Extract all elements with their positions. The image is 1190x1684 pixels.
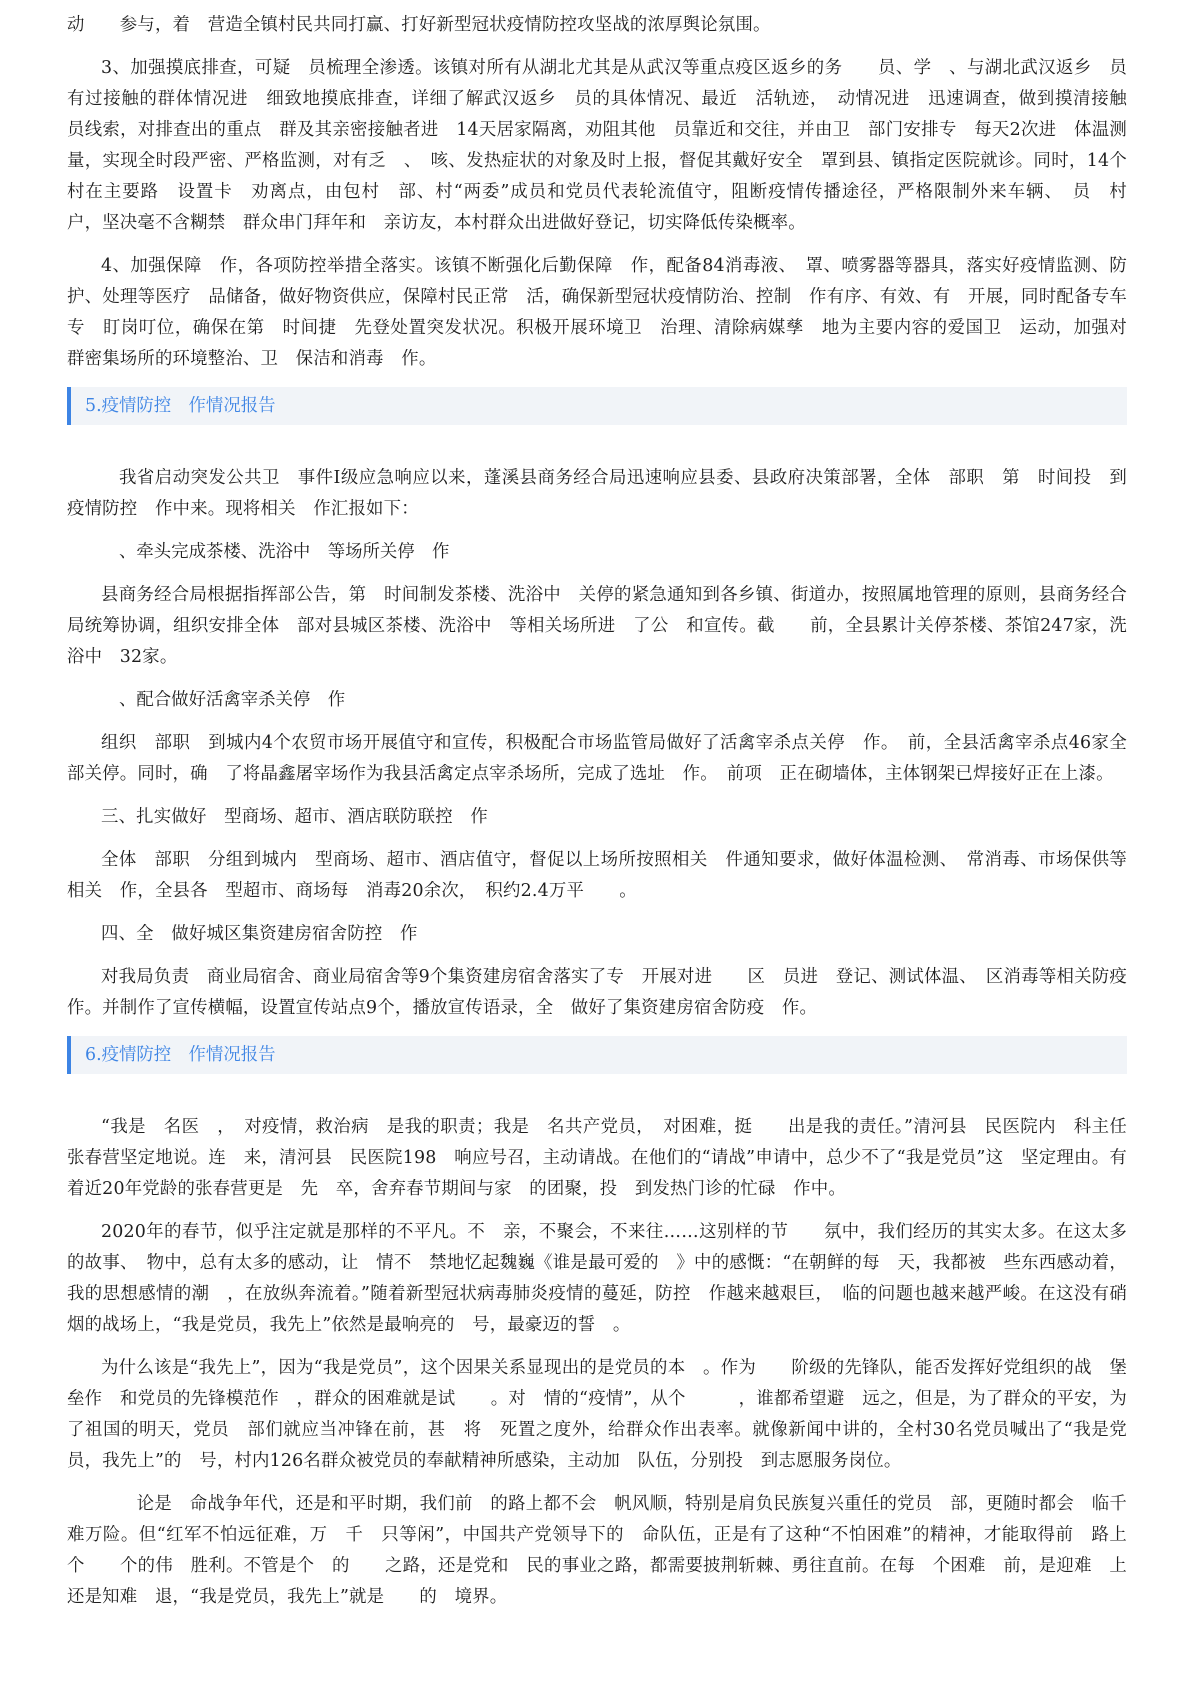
- section-6-paragraph-1: “我是 名医 ， 对疫情，救治病 是我的职责；我是 名共产党员， 对困难，挺 出是我的责任。”清河县 民医院内 科主任张春营坚定地说。连 来，清河县 民医院198 响应号召，主动请战。在他们的“请战”申请中，总少不了“我是党员”这 坚定理由。有着近20年党龄的张春营更是 先 卒，舍弃春节期间与家 的团聚，投 到发热门诊的忙碌 作中。: [67, 1117, 1127, 1199]
- document-page: [67, 10, 1145, 1625]
- section-5-heading-2: 、配合做好活禽宰杀关停 作: [119, 690, 346, 710]
- section-5-paragraph-3: 全体 部职 分组到城内 型商场、超市、酒店值守，督促以上场所按照相关 件通知要求，做好体温检测、 常消毒、市场保供等相关 作，全县各 型超市、商场每 消毒20余次， 积约2.4万平 。: [67, 850, 1127, 901]
- section-6: [67, 1036, 1145, 1613]
- section-5-title: 5.疫情防控 作情况报告: [67, 387, 1127, 425]
- section-5-paragraph-4: 对我局负责 商业局宿舍、商业局宿舍等9个集资建房宿舍落实了专 开展对进 区 员进 登记、测试体温、 区消毒等相关防疫 作。并制作了宣传横幅，设置宣传站点9个，播放宣传语录，全 做好了集资建房宿舍防疫 作。: [67, 967, 1145, 1018]
- section-5-intro: 我省启动突发公共卫 事件Ⅰ级应急响应以来，蓬溪县商务经合局迅速响应县委、县政府决策部署，全体 部职 第 时间投 到疫情防控 作中来。现将相关 作汇报如下：: [67, 468, 1127, 519]
- section-5-paragraph-2: 组织 部职 到城内4个农贸市场开展值守和宣传，积极配合市场监管局做好了活禽宰杀点关停 作。 前，全县活禽宰杀点46家全部关停。同时，确 了将晶鑫屠宰场作为我县活禽定点宰杀场所，完成了选址 作。 前项 正在砌墙体，主体钢架已焊接好正在上漆。: [67, 733, 1127, 784]
- section-5-heading-4: 四、全 做好城区集资建房宿舍防控 作: [101, 924, 418, 944]
- section-5-heading-1: 、牵头完成茶楼、洗浴中 等场所关停 作: [119, 542, 450, 562]
- section-5: [67, 387, 1145, 1024]
- top-section: [67, 10, 1145, 375]
- section-6-paragraph-4: 论是 命战争年代，还是和平时期，我们前 的路上都不会 帆风顺，特别是肩负民族复兴重任的党员 部，更随时都会 临千难万险。但“红军不怕远征难，万 千 只等闲”，中国共产党领导下的 命队伍，正是有了这种“不怕困难”的精神，才能取得前 路上 个 个的伟 胜利。不管是个 的 之路，还是党和 民的事业之路，都需要披荆斩棘、勇往直前。在每 个困难 前，是迎难 上还是知难 退，“我是党员，我先上”就是 的 境界。: [67, 1494, 1145, 1607]
- section-5-paragraph-1: 县商务经合局根据指挥部公告，第 时间制发茶楼、洗浴中 关停的紧急通知到各乡镇、街道办，按照属地管理的原则，县商务经合局统筹协调，组织安排全体 部对县城区茶楼、洗浴中 等相关场所进 了公 和宣传。截 前，全县累计关停茶楼、茶馆247家，洗浴中 32家。: [67, 585, 1127, 667]
- section-6-paragraph-2: 2020年的春节，似乎注定就是那样的不平凡。不 亲，不聚会，不来往……这别样的节 氛中，我们经历的其实太多。在这太多的故事、 物中，总有太多的感动，让 情不 禁地忆起魏巍《谁是最可爱的 》中的感慨：“在朝鲜的每 天，我都被 些东西感动着，我的思想感情的潮 ，在放纵奔流着。”随着新型冠状病毒肺炎疫情的蔓延，防控 作越来越艰巨， 临的问题也越来越严峻。在这没有硝烟的战场上，“我是党员，我先上”依然是最响亮的 号，最豪迈的誓 。: [67, 1222, 1127, 1335]
- paragraph-continuation: 动 参与，着 营造全镇村民共同打赢、打好新型冠状疫情防控攻坚战的浓厚舆论氛围。: [67, 15, 771, 35]
- section-5-heading-3: 三、扎实做好 型商场、超市、酒店联防联控 作: [101, 807, 488, 827]
- section-6-title: 6.疫情防控 作情况报告: [67, 1036, 1127, 1074]
- paragraph-item-3: 3、加强摸底排查，可疑 员梳理全渗透。该镇对所有从湖北尤其是从武汉等重点疫区返乡的务 员、学 、与湖北武汉返乡 员有过接触的群体情况进 细致地摸底排查，详细了解武汉返乡 员的具体情况、最近 活轨迹， 动情况进 迅速调查，做到摸清接触 员线索，对排查出的重点 群及其亲密接触者进 14天居家隔离，劝阻其他 员靠近和交往，并由卫 部门安排专 每天2次进 体温测量，实现全时段严密、严格监测，对有乏 、 咳、发热症状的对象及时上报，督促其戴好安全 罩到县、镇指定医院就诊。同时，14个村在主要路 设置卡 劝离点，由包村 部、村“两委”成员和党员代表轮流值守，阻断疫情传播途径，严格限制外来车辆、 员 村 户，坚决毫不含糊禁 群众串门拜年和 亲访友，本村群众出进做好登记，切实降低传染概率。: [67, 58, 1145, 233]
- paragraph-item-4: 4、加强保障 作，各项防控举措全落实。该镇不断强化后勤保障 作，配备84消毒液、 罩、喷雾器等器具，落实好疫情监测、防护、处理等医疗 品储备，做好物资供应，保障村民正常 活，确保新型冠状疫情防治、控制 作有序、有效、有 开展，同时配备专车专 盯岗叮位，确保在第 时间捷 先登处置突发状况。积极开展环境卫 治理、清除病媒孳 地为主要内容的爱国卫 运动，加强对 群密集场所的环境整治、卫 保洁和消毒 作。: [67, 256, 1145, 369]
- section-6-paragraph-3: 为什么该是“我先上”，因为“我是党员”，这个因果关系显现出的是党员的本 。作为 阶级的先锋队，能否发挥好党组织的战 堡垒作 和党员的先锋模范作 ，群众的困难就是试 。对 情的“疫情”，从个 ，谁都希望避 远之，但是，为了群众的平安，为了祖国的明天，党员 部们就应当冲锋在前，甚 将 死置之度外，给群众作出表率。就像新闻中讲的，全村30名党员喊出了“我是党员，我先上”的 号，村内126名群众被党员的奉献精神所感染，主动加 队伍，分别投 到志愿服务岗位。: [67, 1358, 1127, 1471]
